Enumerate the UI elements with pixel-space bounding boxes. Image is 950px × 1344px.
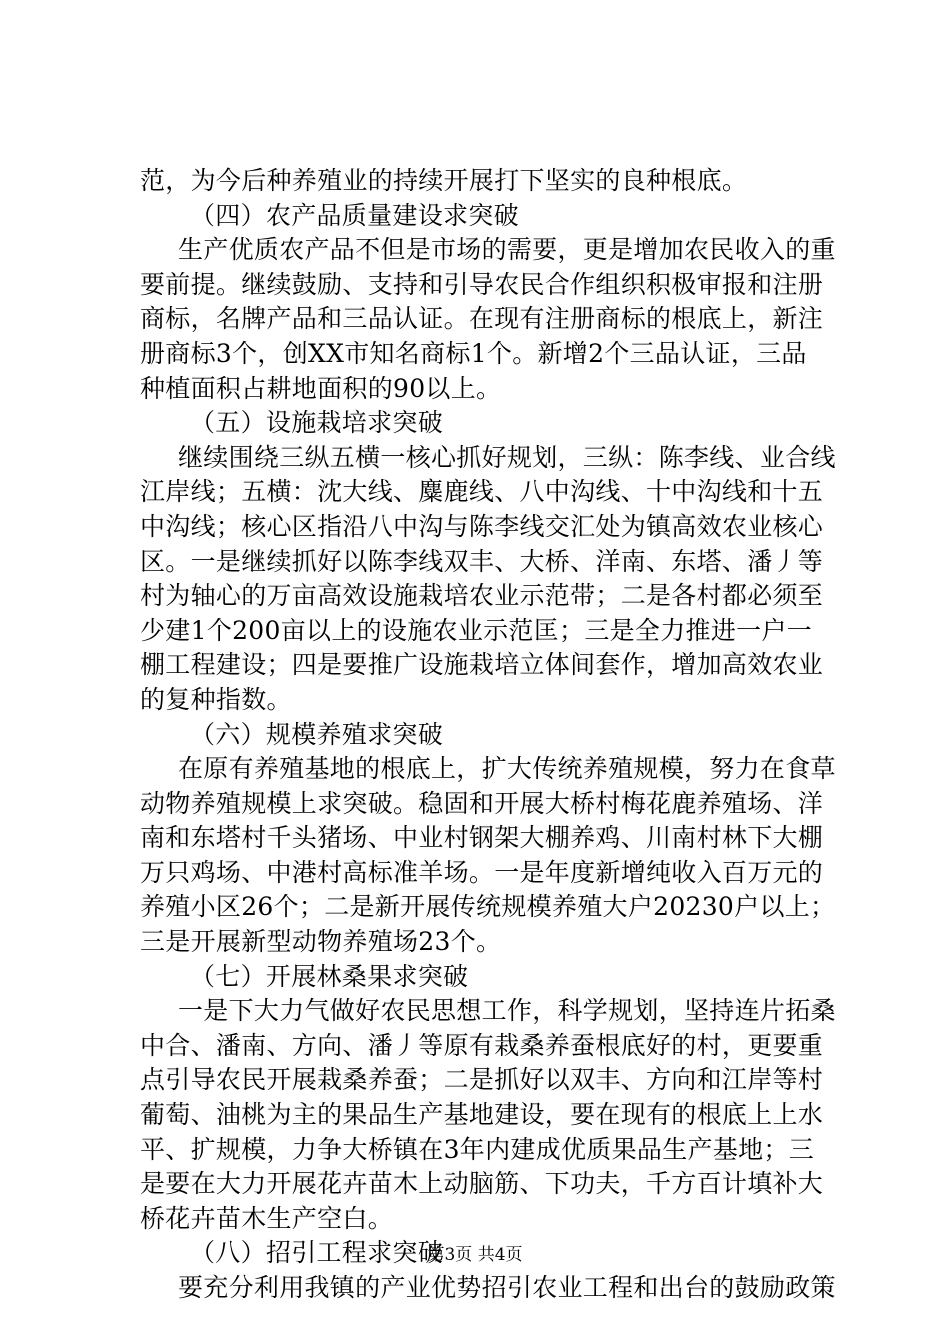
text-line: 中沟线；核心区指沿八中沟与陈李线交汇处为镇高效农业核心 [140,511,824,541]
text-line: 平、扩规模，力争大桥镇在3年内建成优质果品生产基地；三 [140,1134,815,1164]
paragraph-start: 在原有养殖基地的根底上，扩大传统养殖规模，努力在食草 [178,754,836,784]
text-line: 点引导农民开展栽桑养蚕；二是抓好以双丰、方向和江岸等村 [140,1065,824,1095]
text-line: 棚工程建设；四是要推广设施栽培立体间套作，增加高效农业 [140,650,824,680]
section-heading-6: （六）规模养殖求突破 [190,719,444,749]
section-heading-8: （八）招引工程求突破 [190,1238,444,1268]
document-body [140,164,840,1306]
text-line: 南和东塔村千头猪场、中业村钢架大棚养鸡、川南村林下大棚 [140,823,824,853]
text-line: 江岸线；五横：沈大线、麋鹿线、八中沟线、十中沟线和十五 [140,477,824,507]
paragraph-start: 一是下大力气做好农民思想工作，科学规划，坚持连片拓桑 [178,996,836,1026]
text-line: 的复种指数。 [140,684,292,714]
text-line: 桥花卉苗木生产空白。 [140,1203,394,1233]
text-line: 要前提。继续鼓励、支持和引导农民合作组织积极审报和注册 [140,269,824,299]
text-line: 三是开展新型动物养殖场23个。 [140,927,502,957]
text-line: 册商标3个，创XX市知名商标1个。新增2个三品认证，三品 [140,338,807,368]
paragraph-start: 继续围绕三纵五横一核心抓好规划，三纵：陈李线、业合线 [178,442,836,472]
section-heading-7: （七）开展林桑果求突破 [190,961,469,991]
section-heading-4: （四）农产品质量建设求突破 [190,200,519,230]
text-line: 种植面积占耕地面积的90以上。 [140,373,502,403]
text-line: 动物养殖规模上求突破。稳固和开展大桥村梅花鹿养殖场、洋 [140,788,824,818]
text-line: 商标，名牌产品和三品认证。在现有注册商标的根底上，新注 [140,304,824,334]
text-line: 少建1个200亩以上的设施农业示范匡；三是全力推进一户一 [140,615,813,645]
section-heading-5: （五）设施栽培求突破 [190,408,444,438]
text-line: 区。一是继续抓好以陈李线双丰、大桥、洋南、东塔、潘丿等 [140,546,824,576]
text-line: 葡萄、油桃为主的果品生产基地建设，要在现有的根底上上水 [140,1100,824,1130]
page-footer: 第3页 共4页 [427,1245,523,1265]
text-line: 是要在大力开展花卉苗木上动脑筋、下功夫，千方百计填补大 [140,1169,824,1199]
paragraph-start: 生产优质农产品不但是市场的需要，更是增加农民收入的重 [178,235,836,265]
text-line: 养殖小区26个；二是新开展传统规模养殖大户20230户以上； [140,892,836,922]
text-line: 中合、潘南、方向、潘丿等原有栽桑养蚕根底好的村，更要重 [140,1030,824,1060]
text-line: 村为轴心的万亩高效设施栽培农业示范带；二是各村都必须至 [140,581,824,611]
text-line: 万只鸡场、中港村高标准羊场。一是年度新增纯收入百万元的 [140,857,824,887]
text-line: 范，为今后种养殖业的持续开展打下坚实的良种根底。 [140,166,748,195]
paragraph-start: 要充分利用我镇的产业优势招引农业工程和出台的鼓励政策 [178,1273,836,1302]
